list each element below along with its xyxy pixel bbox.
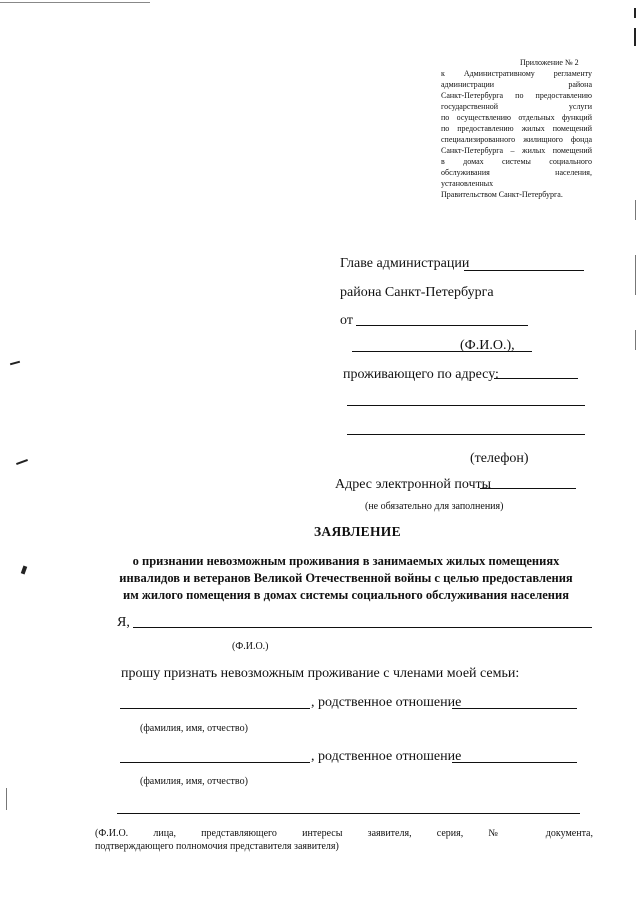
scan-mark-top xyxy=(0,2,150,3)
representative-hint xyxy=(95,827,593,853)
statement-subtitle-line: о признании невозможным проживания в занимаемых жилых помещениях xyxy=(132,554,560,568)
appendix-line: Санкт-Петербурга – жилых помещений xyxy=(441,146,592,155)
family-relation-line-2 xyxy=(452,762,577,763)
addressee-from: от xyxy=(340,313,353,328)
addressee-address-line-1 xyxy=(347,405,585,406)
addressee-phone: (телефон) xyxy=(470,451,529,466)
appendix-title: Приложение № 2 xyxy=(520,58,579,67)
addressee-living: проживающего по адресу: xyxy=(343,367,499,382)
addressee-head: Главе администрации xyxy=(340,256,470,271)
addressee-email: Адрес электронной почты xyxy=(335,477,492,492)
body-ya: Я, xyxy=(117,615,130,630)
appendix-line: Санкт-Петербурга по предоставлению xyxy=(441,91,592,100)
appendix-line: установленных xyxy=(441,179,494,188)
scan-mark-left-1 xyxy=(10,361,20,366)
family-name-line-2 xyxy=(120,762,310,763)
appendix-line: Правительством Санкт-Петербурга. xyxy=(441,190,563,199)
appendix-text xyxy=(441,68,592,200)
body-fio-hint: (Ф.И.О.) xyxy=(232,641,269,652)
appendix-line: к Административному регламенту xyxy=(441,69,592,78)
addressee-district: района Санкт-Петербурга xyxy=(340,285,494,300)
statement-subtitle-line: им жилого помещения в домах системы социального обслуживания населения xyxy=(123,588,569,602)
scan-mark-right-1 xyxy=(634,8,636,18)
addressee-email-line xyxy=(480,488,576,489)
body-request: прошу признать невозможным проживание с членами моей семьи: xyxy=(121,666,520,681)
statement-subtitle xyxy=(90,553,602,604)
scan-mark-right-4 xyxy=(635,255,636,295)
scan-mark-right-2 xyxy=(634,28,636,46)
family-name-hint-1: (фамилия, имя, отчество) xyxy=(140,723,248,734)
scan-mark-right-5 xyxy=(635,330,636,350)
appendix-line: специализированного жилищного фонда xyxy=(441,135,592,144)
scan-mark-left-2 xyxy=(16,459,28,465)
addressee-optional: (не обязательно для заполнения) xyxy=(365,501,504,512)
statement-title: ЗАЯВЛЕНИЕ xyxy=(314,524,401,539)
addressee-living-line xyxy=(494,378,578,379)
addressee-head-line xyxy=(464,270,584,271)
representative-hint-line-2: подтверждающего полномочия представителя заявителя) xyxy=(95,841,339,852)
family-relation-line-1 xyxy=(452,708,577,709)
scan-mark-left-4 xyxy=(6,788,7,810)
scan-mark-left-3 xyxy=(21,566,27,575)
statement-subtitle-line: инвалидов и ветеранов Великой Отечественной войны с целью предоставления xyxy=(119,571,573,585)
family-name-line-1 xyxy=(120,708,310,709)
appendix-line: государственной услуги xyxy=(441,102,592,111)
family-relation-2: , родственное отношение xyxy=(311,749,462,764)
representative-hint-line-1: (Ф.И.О. лица, представляющего интересы заявителя, серия, № документа, xyxy=(95,828,593,839)
addressee-from-line xyxy=(356,325,528,326)
family-relation-1: , родственное отношение xyxy=(311,695,462,710)
representative-line xyxy=(117,813,580,814)
appendix-line: по осуществлению отдельных функций xyxy=(441,113,592,122)
appendix-line: обслуживания населения, xyxy=(441,168,592,177)
addressee-address-line-2 xyxy=(347,434,585,435)
appendix-line: по предоставлению жилых помещений xyxy=(441,124,592,133)
appendix-line: администрации района xyxy=(441,80,592,89)
body-ya-line xyxy=(133,627,592,628)
addressee-fio: (Ф.И.О.), xyxy=(460,338,515,353)
appendix-line: в домах системы социального xyxy=(441,157,592,166)
scan-mark-right-3 xyxy=(635,200,636,220)
family-name-hint-2: (фамилия, имя, отчество) xyxy=(140,776,248,787)
